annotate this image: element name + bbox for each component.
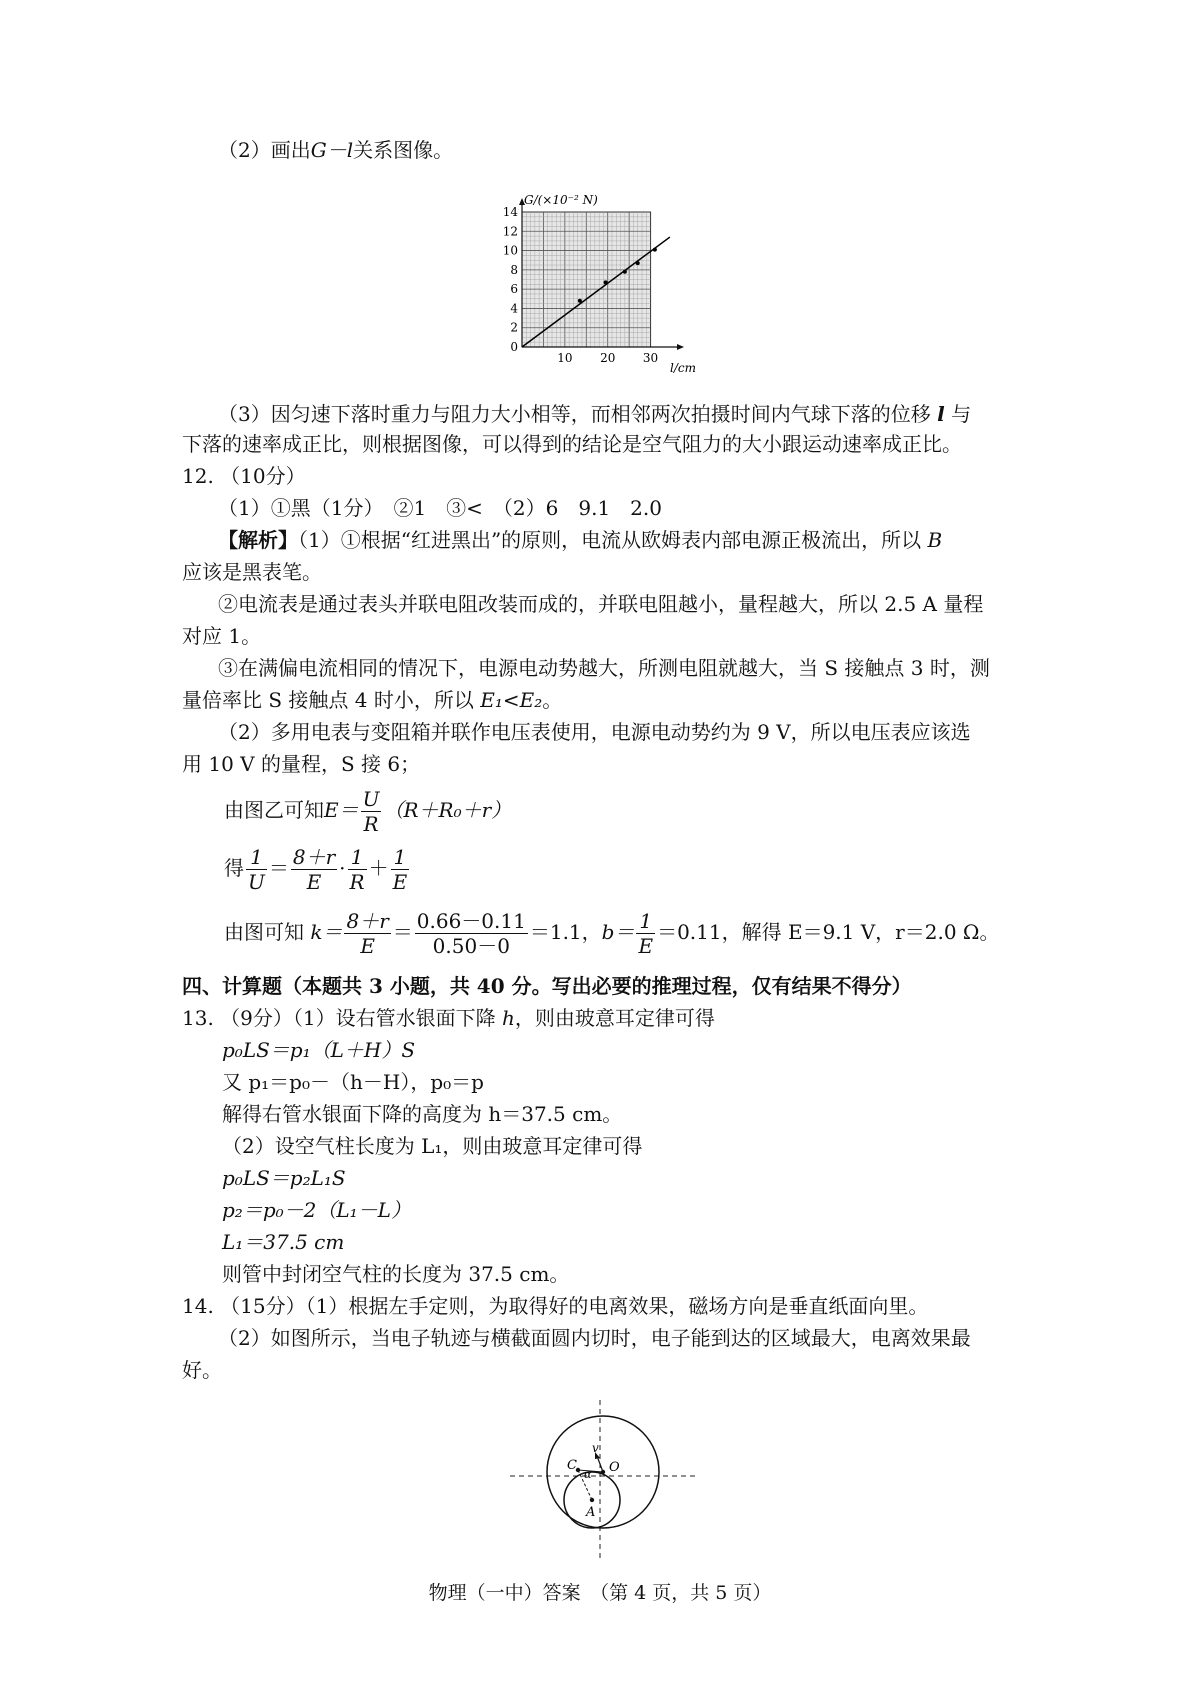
- q11-part2-title: （2）画出G－l关系图像。: [218, 138, 454, 162]
- y-tick-label: 4: [510, 301, 518, 316]
- q12-b1-line1: （2）多用电表与变阻箱并联作电压表使用，电源电动势约为 9 V，所以电压表应该选: [218, 720, 971, 744]
- y-tick-label: 14: [502, 205, 518, 219]
- point-a: [590, 1498, 594, 1502]
- q13-line1: p₀LS＝p₁（L＋H）S: [222, 1038, 416, 1062]
- q12-answers: （1）①黑（1分） ②1 ③< （2）6 9.1 2.0: [218, 496, 662, 520]
- q13-line2: 又 p₁＝p₀－（h－H），p₀＝p: [222, 1070, 484, 1094]
- point-o: [601, 1470, 605, 1474]
- q12-analysis-line2: 应该是黑表笔。: [182, 560, 322, 584]
- label-alpha: α: [584, 1468, 592, 1481]
- q13-header: 13. （9分）（1）设右管水银面下降 h，则由玻意耳定律可得: [182, 1006, 715, 1030]
- q11-part3-line1: （3）因匀速下落时重力与阻力大小相等，而相邻两次拍摄时间内气球下落的位移 l 与: [218, 402, 972, 426]
- fraction-u-over-r: $\frac{U}{R}$: [362, 787, 380, 836]
- y-tick-label: 12: [502, 224, 518, 239]
- q14-line3: 好。: [182, 1358, 222, 1382]
- q12-analysis-line1: 【解析】（1）①根据“红进黑出”的原则，电流从欧姆表内部电源正极流出，所以 B: [218, 528, 943, 552]
- chart-grid: [522, 212, 651, 347]
- formula-g-l: G－l: [310, 138, 354, 162]
- equation-1: 由图乙可知E＝ $\frac{U}{R}$ （R＋R₀＋r）: [224, 787, 512, 836]
- q12-a3-line1: ③在满偏电流相同的情况下，电源电动势越大，所测电阻就越大，当 S 接触点 3 时，测: [218, 656, 990, 680]
- y-tick-label: 2: [510, 320, 518, 335]
- q12-header: 12. （10分）: [182, 464, 306, 488]
- q12-b1-line2: 用 10 V 的量程，S 接 6；: [182, 752, 421, 776]
- q14-line2: （2）如图所示，当电子轨迹与横截面圆内切时，电子能到达的区域最大，电离效果最: [218, 1326, 971, 1350]
- q13-line6: p₂＝p₀－2（L₁－L）: [222, 1198, 411, 1222]
- chart-xlabel: l/cm: [670, 361, 696, 375]
- y-tick-label: 10: [502, 243, 518, 258]
- label-v: v: [592, 1441, 599, 1455]
- x-tick-label: 20: [600, 351, 616, 365]
- section-4-title: 四、计算题（本题共 3 小题，共 40 分。写出必要的推理过程，仅有结果不得分）: [182, 974, 912, 998]
- label-c: C: [567, 1458, 577, 1473]
- g-l-chart: [490, 190, 720, 380]
- q13-line3: 解得右管水银面下降的高度为 h＝37.5 cm。: [222, 1102, 623, 1126]
- q11-part3-line2: 下落的速率成正比，则根据图像，可以得到的结论是空气阻力的大小跟运动速率成正比。: [182, 432, 962, 456]
- q13-line8: 则管中封闭空气柱的长度为 37.5 cm。: [222, 1262, 570, 1286]
- q13-line7: L₁＝37.5 cm: [222, 1230, 345, 1254]
- data-point: [578, 299, 582, 303]
- q12-a2-line1: ②电流表是通过表头并联电阻改装而成的，并联电阻越小，量程越大，所以 2.5 A 量程: [218, 592, 984, 616]
- chart-ylabel: G/(×10⁻² N): [524, 193, 598, 207]
- data-point: [636, 261, 640, 265]
- q12-a2-line2: 对应 1。: [182, 624, 262, 648]
- q12-a3-line2: 量倍率比 S 接触点 4 时小，所以 E₁<E₂。: [182, 688, 563, 712]
- x-axis-arrow: [677, 344, 684, 350]
- equation-2: 得 $\frac{1}{U}$ ＝ $\frac{8+r}{E}$ · $\frac{1}{R}$ ＋ $\frac{1}{E}$: [224, 845, 408, 894]
- ionization-diagram: [500, 1392, 710, 1562]
- page-footer: 物理（一中）答案 （第 4 页，共 5 页）: [428, 1582, 772, 1604]
- label-o: O: [609, 1460, 620, 1475]
- data-point: [623, 270, 627, 274]
- label-a: A: [586, 1505, 596, 1520]
- q14-header: 14. （15分）（1）根据左手定则，为取得好的电离效果，磁场方向是垂直纸面向里。: [182, 1294, 929, 1318]
- x-tick-label: 30: [642, 351, 659, 365]
- y-tick-label: 8: [510, 262, 518, 277]
- y-tick-label: 6: [510, 282, 518, 297]
- y-tick-label: 0: [510, 340, 518, 354]
- analysis-label: 【解析】: [218, 528, 298, 552]
- q13-line4: （2）设空气柱长度为 L₁，则由玻意耳定律可得: [222, 1134, 643, 1158]
- data-point: [653, 248, 657, 252]
- equation-3: 由图可知 k＝ $\frac{8+r}{E}$ ＝ $\frac{0.66-0.11}{0.50-0}$ ＝1.1，b＝ $\frac{1}{E}$ ＝0.11，解得 E＝9.1 V，r＝2.0 Ω。: [224, 909, 1000, 958]
- data-point: [604, 280, 608, 284]
- q13-line5: p₀LS＝p₂L₁S: [222, 1166, 346, 1190]
- x-tick-label: 10: [557, 351, 573, 365]
